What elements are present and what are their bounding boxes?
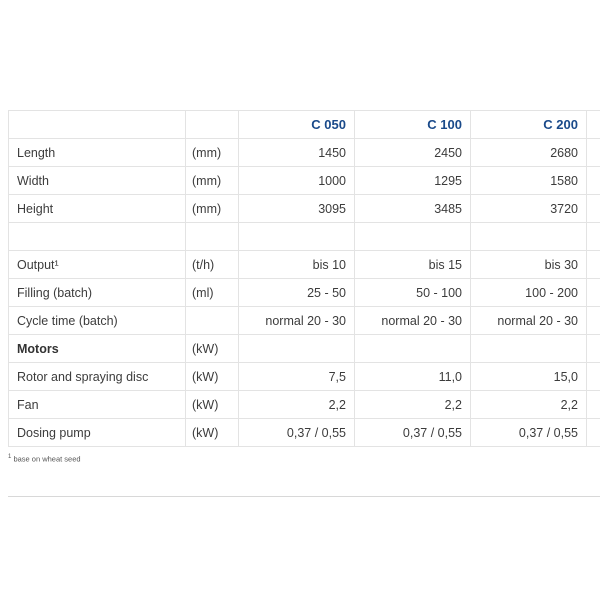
row-value — [471, 335, 587, 363]
overflow-cell — [587, 363, 600, 391]
overflow-cell — [587, 139, 600, 167]
row-value: 100 - 200 — [471, 279, 587, 307]
row-value: 1580 — [471, 167, 587, 195]
row-unit: (kW) — [186, 363, 239, 391]
overflow-cell — [587, 223, 600, 251]
footnote-mark: 1 — [8, 454, 12, 460]
row-value: 11,0 — [355, 363, 471, 391]
spec-table-container — [8, 110, 600, 447]
row-label: Cycle time (batch) — [9, 307, 186, 335]
row-value — [239, 223, 355, 251]
model-c050-header: C 050 — [239, 111, 355, 139]
footnote — [8, 454, 81, 464]
row-unit: (kW) — [186, 391, 239, 419]
row-value: 0,37 / 0,55 — [471, 419, 587, 447]
row-value: bis 30 — [471, 251, 587, 279]
row-value: 2680 — [471, 139, 587, 167]
row-unit — [186, 307, 239, 335]
row-value — [355, 335, 471, 363]
row-value: 3720 — [471, 195, 587, 223]
table-header-row — [9, 111, 600, 139]
horizontal-divider — [8, 496, 600, 497]
table-row-spacer — [9, 223, 600, 251]
header-overflow-cell — [587, 111, 600, 139]
header-unit-cell — [186, 111, 239, 139]
row-value — [239, 335, 355, 363]
overflow-cell — [587, 195, 600, 223]
row-label: Rotor and spraying disc — [9, 363, 186, 391]
section-heading-motors: Motors — [9, 335, 186, 363]
row-value: 1000 — [239, 167, 355, 195]
row-value: 1295 — [355, 167, 471, 195]
row-value: 25 - 50 — [239, 279, 355, 307]
overflow-cell — [587, 279, 600, 307]
model-c100-header: C 100 — [355, 111, 471, 139]
row-value: 2,2 — [355, 391, 471, 419]
row-label: Dosing pump — [9, 419, 186, 447]
row-value: 0,37 / 0,55 — [355, 419, 471, 447]
table-row — [9, 167, 600, 195]
row-value: 3095 — [239, 195, 355, 223]
row-label: Output¹ — [9, 251, 186, 279]
overflow-cell — [587, 419, 600, 447]
row-unit: (mm) — [186, 167, 239, 195]
row-unit: (mm) — [186, 195, 239, 223]
table-row — [9, 279, 600, 307]
row-value: 2,2 — [239, 391, 355, 419]
row-label: Width — [9, 167, 186, 195]
overflow-cell — [587, 335, 600, 363]
row-value — [471, 223, 587, 251]
row-unit: (ml) — [186, 279, 239, 307]
row-unit: (kW) — [186, 335, 239, 363]
header-empty-cell — [9, 111, 186, 139]
row-value: bis 10 — [239, 251, 355, 279]
spec-table — [8, 110, 600, 447]
row-value: normal 20 - 30 — [471, 307, 587, 335]
row-unit: (mm) — [186, 139, 239, 167]
row-label: Length — [9, 139, 186, 167]
row-label: Fan — [9, 391, 186, 419]
row-label: Height — [9, 195, 186, 223]
row-label — [9, 223, 186, 251]
table-row — [9, 251, 600, 279]
footnote-text: base on wheat seed — [13, 454, 81, 464]
row-value: 2,2 — [471, 391, 587, 419]
model-c200-header: C 200 — [471, 111, 587, 139]
table-row — [9, 419, 600, 447]
overflow-cell — [587, 167, 600, 195]
table-row — [9, 307, 600, 335]
row-value: 15,0 — [471, 363, 587, 391]
overflow-cell — [587, 251, 600, 279]
row-value — [355, 223, 471, 251]
row-label: Filling (batch) — [9, 279, 186, 307]
table-row — [9, 363, 600, 391]
section-row-motors — [9, 335, 600, 363]
row-unit — [186, 223, 239, 251]
row-unit: (t/h) — [186, 251, 239, 279]
row-value: 50 - 100 — [355, 279, 471, 307]
row-value: 1450 — [239, 139, 355, 167]
row-unit: (kW) — [186, 419, 239, 447]
row-value: bis 15 — [355, 251, 471, 279]
row-value: 2450 — [355, 139, 471, 167]
row-value: normal 20 - 30 — [355, 307, 471, 335]
table-row — [9, 139, 600, 167]
row-value: 7,5 — [239, 363, 355, 391]
table-row — [9, 195, 600, 223]
row-value: 3485 — [355, 195, 471, 223]
overflow-cell — [587, 391, 600, 419]
row-value: normal 20 - 30 — [239, 307, 355, 335]
overflow-cell — [587, 307, 600, 335]
table-row — [9, 391, 600, 419]
row-value: 0,37 / 0,55 — [239, 419, 355, 447]
